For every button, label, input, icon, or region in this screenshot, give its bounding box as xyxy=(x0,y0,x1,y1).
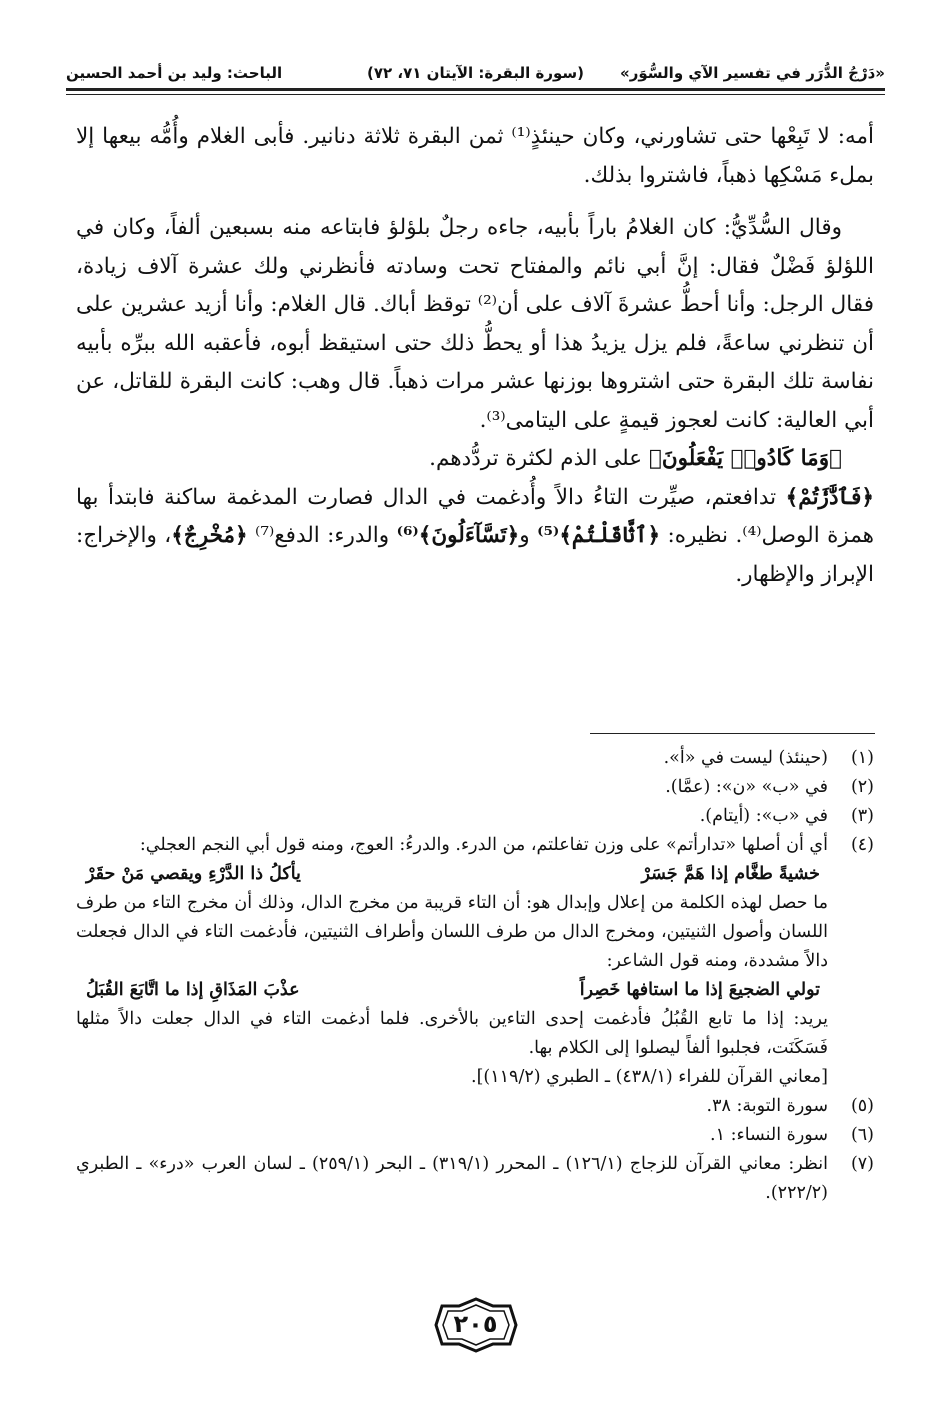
footnote-number: (٧) xyxy=(850,1154,874,1174)
page-number: ٢٠٥ xyxy=(453,1310,498,1338)
poem-verse xyxy=(76,976,828,1005)
quran-quote: ﴿مُخْرِجٌ﴾ xyxy=(171,523,248,548)
paragraph-4-text: والدرء: الدفع⁽⁷⁾ xyxy=(247,523,397,548)
footnote-number: (٥) xyxy=(850,1096,874,1116)
quran-quote: ﴿تَسَّآءَلُونَ﴾⁽⁶⁾ xyxy=(396,523,520,548)
footnote-text: سورة التوبة: ٣٨. xyxy=(706,1096,828,1116)
footnote xyxy=(76,1121,874,1150)
paragraph-4-text: ، والإخراج: الإبراز والإظهار. xyxy=(76,523,874,587)
footnote-number: (٦) xyxy=(850,1125,874,1145)
footnote-text: أي أن أصلها «تدارأتم» على وزن تفاعلتم، من الدرء. والدرءُ: العوج، ومنه قول أبي النجم العجلي: xyxy=(139,835,828,855)
quran-quote: ﴿فَٱدَّٰرَٰٔتُمْ﴾ xyxy=(785,484,874,510)
footnote-text: في «ب»: (أيتام). xyxy=(699,806,828,826)
header-rule-thin xyxy=(66,94,885,95)
footnote-separator xyxy=(590,733,875,734)
footnote xyxy=(76,831,874,1092)
paragraph-3-text: على الذم لكثرة تردُّدهم. xyxy=(429,446,649,471)
quran-quote: ﴿ٱثَّاقَلْتُمْ﴾⁽⁵⁾ xyxy=(537,523,661,548)
quran-quote: ﴿وَمَا كَادُوا۟ يَفْعَلُونَ﴾ xyxy=(648,446,842,471)
conjunction: و xyxy=(519,523,538,548)
footnote-citation: [معاني القرآن للفراء (٤٣٨/١) ـ الطبري (١١٩/٢)]. xyxy=(471,1067,828,1087)
paragraph-1: أمه: لا تَبِعْها حتى تشاورني، وكان حينئذٍ⁽¹⁾ ثمن البقرة ثلاثة دنانير. فأبى الغلام وأُمُّه بيعها إلا بملء مَسْكِها ذهباً، فاشتروا بذلك. xyxy=(76,124,874,188)
footnote-number: (٤) xyxy=(850,835,874,855)
footnote-text: في «ب» «ن»: (عمَّا). xyxy=(665,777,828,797)
footnote-number: (٢) xyxy=(850,777,874,797)
footnote xyxy=(76,1092,874,1121)
page-number-ornament xyxy=(433,1296,519,1354)
verse-hemistich: تولي الضجيعَ إذا ما استافها خَصِراً xyxy=(579,980,820,1000)
verse-hemistich: خشيةً طغَّام إذا هَمَّ جَسَرْ xyxy=(641,864,820,884)
paragraph-2: وقال السُّدِّيُّ: كان الغلامُ باراً بأبيه، جاءه رجلٌ بلؤلؤ فابتاعه منه بسبعين ألفاً، وكان في اللؤلؤ فَضْلٌ فقال: إنَّ أبي نائم والمفتاح تحت وسادته فأنظرني ولك عشرة آلاف زيادة، فقال الرجل: وأنا أحطُّ عشرةَ آلاف على أن⁽²⁾ توقظ أباك. قال الغلام: وأنا أزيد عشرين على أن تنظرني ساعةً، فلم يزل يزيدُ هذا أو يحطُّ ذلك حتى استيقظ أبوه، فأعقبه الله ببرِّه بأبيه نفاسة تلك البقرة حتى اشتروها بوزنها عشر مرات ذهباً. قال وهب: كانت البقرة للقاتل، عن أبي العالية: كانت لعجوز قيمةٍ على اليتامى⁽³⁾. xyxy=(76,215,874,433)
running-header xyxy=(66,52,885,92)
footnote-text: انظر: معاني القرآن للزجاج (١٢٦/١) ـ المحرر (٣١٩/١) ـ البحر (٢٥٩/١) ـ لسان العرب «درء» ـ الطبري (٢٢٢/٢). xyxy=(76,1154,829,1203)
footnotes xyxy=(76,744,874,1208)
verse-hemistich: يأكلُ ذا الدَّرْءِ ويقصي مَنْ حقَرْ xyxy=(86,864,301,884)
footnote-text: (حينئذ) ليست في «أ». xyxy=(663,748,828,768)
book-title: «دَرْجُ الدُّرَر في تفسير الآي والسُّوَر» xyxy=(620,64,885,82)
verse-hemistich: عذْبَ المَذَاقِ إذا ما اتَّابَعَ القُبَلُ xyxy=(86,980,300,1000)
paragraph-4-text: تدافعتم، صيِّرت التاءُ دالاً وأُدغمت في الدال فصارت المدغمة ساكنة فابتدأ بها همزة الوصل⁽⁴⁾. نظيره: xyxy=(76,484,875,548)
footnote xyxy=(76,802,874,831)
footnote xyxy=(76,1150,874,1208)
paragraph-3 xyxy=(76,440,874,479)
header-rule-thick xyxy=(66,88,885,91)
footnote-number: (١) xyxy=(850,748,874,768)
footnote-text: سورة النساء: ١. xyxy=(710,1125,828,1145)
researcher-name: الباحث: وليد بن أحمد الحسين xyxy=(66,64,283,82)
footnote xyxy=(76,773,874,802)
paragraph-4 xyxy=(76,479,874,595)
poem-verse xyxy=(76,860,828,889)
footnote-number: (٣) xyxy=(850,806,874,826)
footnote-text: ما حصل لهذه الكلمة من إعلال وإبدال هو: أن التاء قريبة من مخرج الدال، وذلك أن مخرج التاء من طرف اللسان وأصول الثنيتين، ومخرج الدال من طرف اللسان وأطراف الثنيتين، فأدغمت التاء في الدال فجعلت دالاً مشددة، ومنه قول الشاعر: xyxy=(76,893,828,971)
main-text xyxy=(76,118,874,594)
footnote xyxy=(76,744,874,773)
footnote-text: يريد: إذا ما تابع القُبُلُ فأدغمت إحدى التاءين بالأخرى. فلما أدغمت التاء في الدال جعلت دالاً مثلها فَسَكَنَت، فجلبوا ألفاً ليصلوا إلى الكلام بها. xyxy=(76,1009,828,1058)
section-title: (سورة البقرة: الآيتان ٧١، ٧٢) xyxy=(367,64,584,82)
